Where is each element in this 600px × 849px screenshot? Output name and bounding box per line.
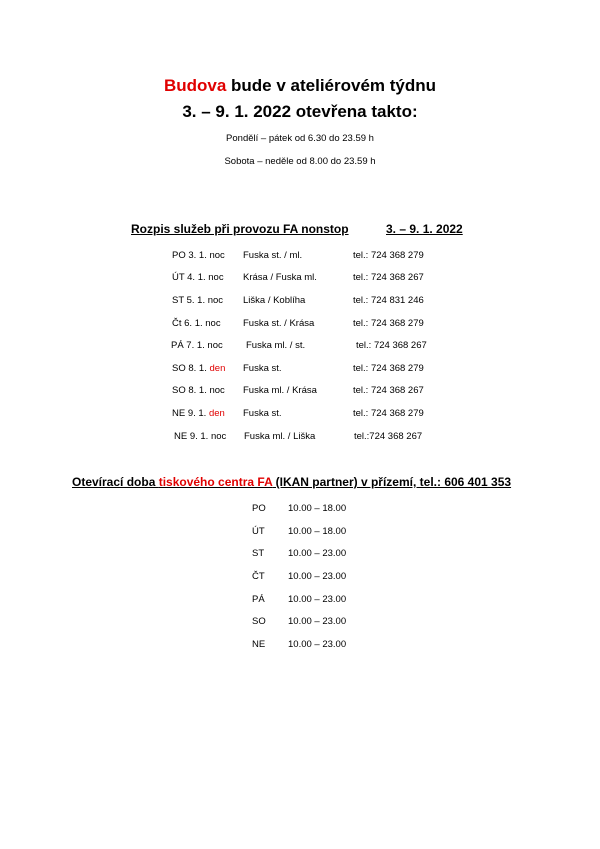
hours-weekend: Sobota – neděle od 8.00 do 23.59 h — [224, 156, 376, 167]
press-time: 10.00 – 18.00 — [288, 526, 347, 537]
service-staff: Fuska ml. / Krása — [243, 385, 317, 396]
service-heading: Rozpis služeb při provozu FA nonstop — [131, 222, 349, 236]
service-day-text: NE 9. 1. — [172, 408, 209, 419]
press-day: ČT — [252, 571, 265, 582]
press-time: 10.00 – 18.00 — [288, 503, 347, 514]
service-phone: tel.: 724 368 279 — [353, 250, 424, 261]
service-day: SO 8. 1. noc — [172, 385, 225, 396]
service-staff: Liška / Koblíha — [243, 295, 306, 306]
service-day — [172, 408, 225, 419]
service-staff: Fuska st. / Krása — [243, 318, 315, 329]
title-line-1 — [0, 76, 600, 96]
service-phone: tel.: 724 368 279 — [353, 408, 424, 419]
title-line-2: 3. – 9. 1. 2022 otevřena takto: — [182, 102, 418, 121]
press-time: 10.00 – 23.00 — [288, 594, 347, 605]
service-day-text: SO 8. 1. — [172, 363, 210, 374]
service-staff: Krása / Fuska ml. — [243, 272, 317, 283]
press-time: 10.00 – 23.00 — [288, 616, 347, 627]
service-phone: tel.: 724 368 279 — [353, 363, 424, 374]
hours-weekdays: Pondělí – pátek od 6.30 do 23.59 h — [226, 133, 374, 144]
press-time: 10.00 – 23.00 — [288, 548, 347, 559]
service-phone: tel.: 724 368 267 — [353, 385, 424, 396]
press-day: ST — [252, 548, 265, 559]
service-phone: tel.: 724 831 246 — [353, 295, 424, 306]
press-day: NE — [252, 639, 266, 650]
service-day: PÁ 7. 1. noc — [171, 340, 223, 351]
press-day: SO — [252, 616, 266, 627]
service-phone: tel.: 724 368 267 — [356, 340, 427, 351]
service-phone: tel.: 724 368 267 — [353, 272, 424, 283]
service-staff: Fuska st. / ml. — [243, 250, 303, 261]
title-line-1-text: bude v ateliérovém týdnu — [226, 76, 437, 95]
service-day: Čt 6. 1. noc — [172, 318, 221, 329]
press-time: 10.00 – 23.00 — [288, 571, 347, 582]
service-day: ST 5. 1. noc — [172, 295, 224, 306]
service-day: PO 3. 1. noc — [172, 250, 225, 261]
service-phone: tel.: 724 368 279 — [353, 318, 424, 329]
press-day: PO — [252, 503, 266, 514]
service-staff: Fuska st. — [243, 363, 282, 374]
service-staff: Fuska ml. / st. — [246, 340, 306, 351]
press-heading-prefix: Otevírací doba — [72, 475, 159, 489]
service-staff: Fuska st. — [243, 408, 282, 419]
service-heading-dates: 3. – 9. 1. 2022 — [386, 222, 463, 236]
service-day-shift: den — [209, 363, 226, 374]
title-building-word: Budova — [163, 76, 227, 95]
service-staff: Fuska ml. / Liška — [244, 431, 316, 442]
service-day: NE 9. 1. noc — [174, 431, 227, 442]
service-day-shift: den — [208, 408, 225, 419]
service-phone: tel.:724 368 267 — [354, 431, 423, 442]
press-day: ÚT — [252, 526, 265, 537]
press-heading-centre: tiskového centra FA — [158, 475, 273, 489]
service-day: ÚT 4. 1. noc — [172, 272, 224, 283]
service-day — [172, 363, 225, 374]
press-heading-suffix: (IKAN partner) v přízemí, tel.: 606 401 353 — [272, 475, 512, 489]
press-centre-heading — [72, 475, 511, 489]
press-time: 10.00 – 23.00 — [288, 639, 347, 650]
press-day: PÁ — [252, 594, 265, 605]
